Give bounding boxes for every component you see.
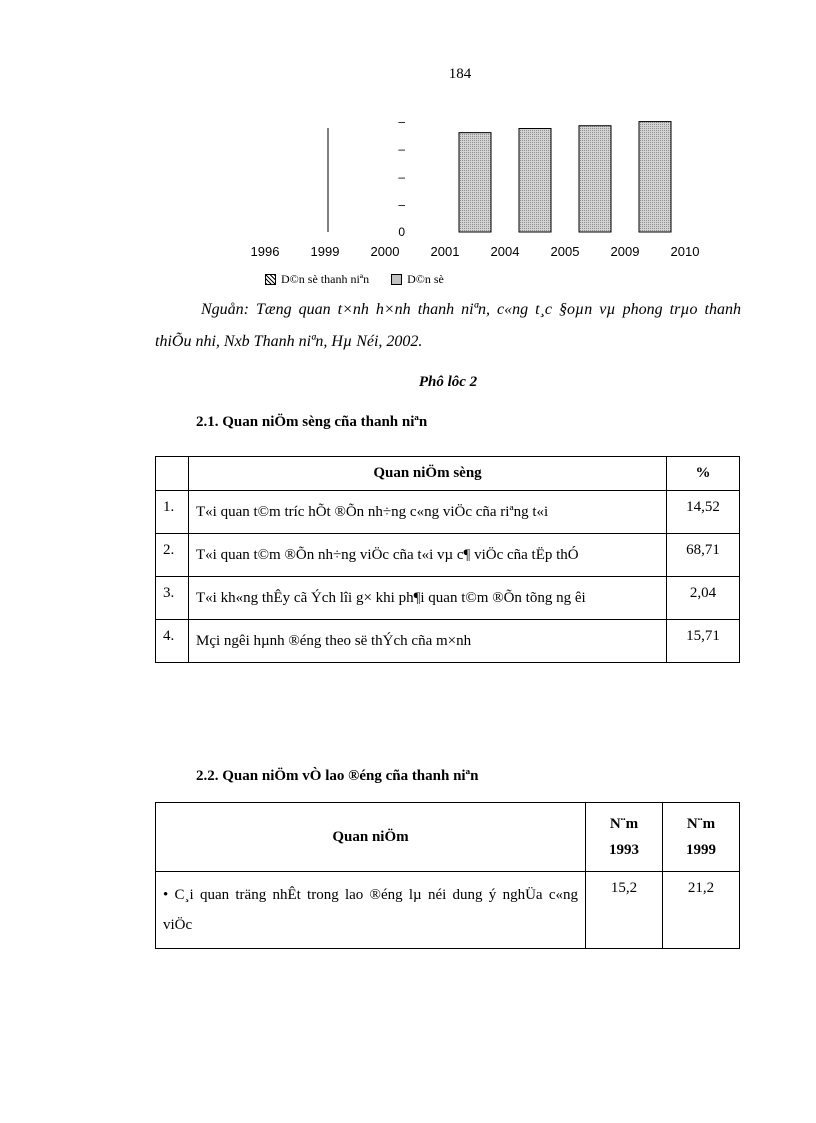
column-header-percent: % <box>667 457 740 491</box>
x-tick-label: 2004 <box>490 244 520 259</box>
x-tick-label: 2000 <box>370 244 400 259</box>
x-tick-label: 1999 <box>310 244 340 259</box>
row-text: T«i kh«ng thÊy cã Ých lîi g× khi ph¶i quan t©m ®Õn tõng ng êi <box>189 577 667 620</box>
column-header-year-1993: N¨m 1993 <box>586 803 663 872</box>
dotted-swatch-icon <box>391 274 402 285</box>
row-text: • C¸i quan träng nhÊt trong lao ®éng lµ néi dung ý nghÜa c«ng viÖc <box>156 872 586 949</box>
bar-chart <box>240 88 720 268</box>
section-heading-2-2: 2.2. Quan niÖm vÒ lao ®éng cña thanh niªn <box>196 768 479 784</box>
column-header-year-1999: N¨m 1999 <box>663 803 740 872</box>
row-value-1999: 21,2 <box>663 872 740 949</box>
column-header-life-view: Quan niÖm sèng <box>189 457 667 491</box>
row-number: 3. <box>156 577 189 620</box>
chart-legend <box>265 272 444 287</box>
row-percent: 68,71 <box>667 534 740 577</box>
row-number: 1. <box>156 491 189 534</box>
x-tick-label: 2001 <box>430 244 460 259</box>
y-tick-label: – <box>398 197 405 212</box>
x-tick-label: 2009 <box>610 244 640 259</box>
bar-2009 <box>639 122 671 232</box>
bar-2004 <box>519 129 551 233</box>
table-row <box>156 577 740 620</box>
row-percent: 15,71 <box>667 620 740 663</box>
bar-2005 <box>579 126 611 232</box>
table-row <box>156 872 740 949</box>
labor-view-table <box>155 802 740 949</box>
row-number: 2. <box>156 534 189 577</box>
section-heading-2-1: 2.1. Quan niÖm sèng cña thanh niªn <box>196 414 428 430</box>
x-tick-label: 2005 <box>550 244 580 259</box>
legend-item-youth-population <box>265 272 369 287</box>
table-row <box>156 620 740 663</box>
appendix-title: Phô lôc 2 <box>418 374 478 390</box>
y-tick-label: 0 <box>398 225 405 239</box>
y-tick-label: – <box>398 169 405 184</box>
row-text: T«i quan t©m ®Õn nh÷ng viÖc cña t«i vµ c¶ viÖc cña tËp thÓ <box>189 534 667 577</box>
legend-label-youth-population: D©n sè thanh niªn <box>281 272 370 286</box>
x-tick-label: 1996 <box>250 244 280 259</box>
row-text: T«i quan t©m tríc hÕt ®Õn nh÷ng c«ng viÖc cña riªng t«i <box>189 491 667 534</box>
row-text-content: C¸i quan träng nhÊt trong lao ®éng lµ néi dung ý nghÜa c«ng viÖc <box>163 887 578 933</box>
row-percent: 14,52 <box>667 491 740 534</box>
table-row <box>156 491 740 534</box>
legend-item-population <box>391 272 444 287</box>
y-tick-label: – <box>398 114 405 129</box>
column-header-view: Quan niÖm <box>156 803 586 872</box>
source-citation: Nguån: Tæng quan t×nh h×nh thanh niªn, c«ng t¸c §oµn vµ phong trµo thanh thiÕu nhi, Nxb Thanh niªn, Hµ Néi, 2002. <box>155 301 741 350</box>
life-view-table <box>155 456 740 663</box>
table-header-row <box>156 803 740 872</box>
x-tick-label: 2010 <box>670 244 700 259</box>
legend-label-population: D©n sè <box>407 272 444 286</box>
table-row <box>156 534 740 577</box>
column-header-number <box>156 457 189 491</box>
page-number: 184 <box>448 66 472 82</box>
bar-2001 <box>459 133 491 232</box>
y-tick-label: – <box>398 142 405 157</box>
row-value-1993: 15,2 <box>586 872 663 949</box>
hatched-swatch-icon <box>265 274 276 285</box>
row-percent: 2,04 <box>667 577 740 620</box>
row-number: 4. <box>156 620 189 663</box>
table-header-row <box>156 457 740 491</box>
row-text: Mçi ngêi hµnh ®éng theo së thÝch cña m×nh <box>189 620 667 663</box>
